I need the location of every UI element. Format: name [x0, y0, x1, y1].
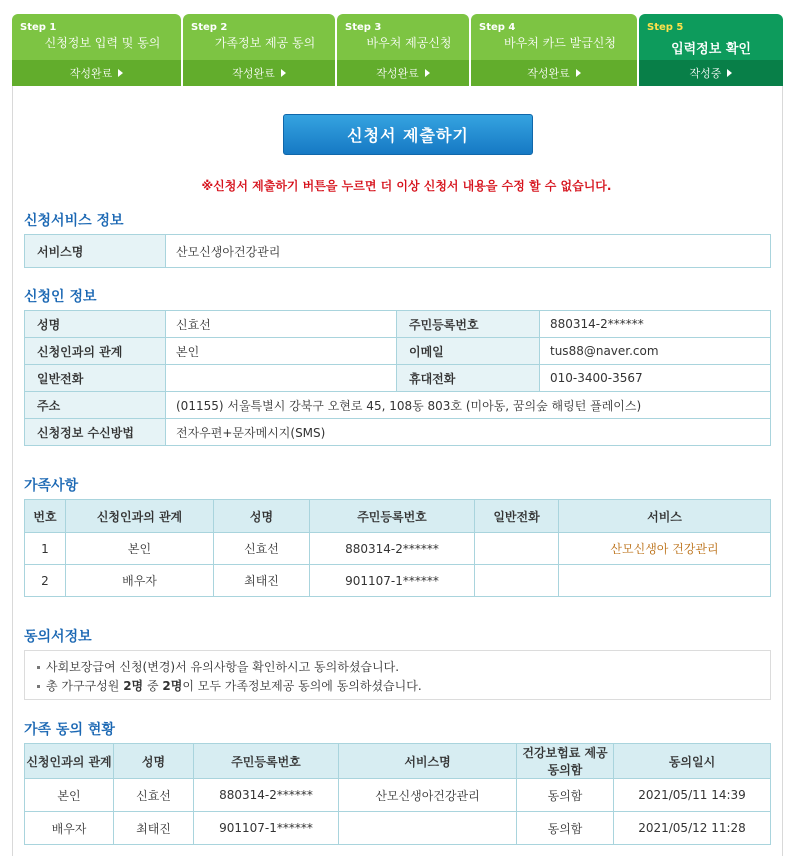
receive-method-label: 신청정보 수신방법: [25, 419, 166, 446]
step-5: [639, 14, 783, 86]
table-cell: 동의함: [517, 779, 614, 812]
arrow-right-icon: [118, 69, 123, 77]
phone-label: 일반전화: [25, 365, 166, 392]
step-status: 작성완료: [69, 67, 113, 80]
arrow-right-icon: [281, 69, 286, 77]
step-number: Step 4: [479, 22, 516, 33]
arrow-right-icon: [727, 69, 732, 77]
step-title: 바우처 제공신청: [366, 36, 452, 50]
content-panel: [12, 86, 783, 856]
step-status: 작성완료: [527, 67, 570, 80]
table-cell: [475, 565, 559, 597]
consent-line: [37, 658, 770, 675]
table-cell: [475, 533, 559, 565]
consent-agreed-count: 2명: [162, 679, 183, 693]
table-cell: 배우자: [25, 812, 114, 845]
table-row: [25, 812, 771, 845]
email-value: tus88@naver.com: [540, 338, 771, 365]
step-number: Step 3: [345, 22, 382, 33]
column-header: 주민등록번호: [194, 744, 339, 779]
step-1: [12, 14, 181, 86]
consent-line: [37, 677, 770, 694]
consent-box: [24, 650, 771, 700]
bullet-icon: [37, 685, 40, 688]
table-cell: 본인: [25, 779, 114, 812]
table-cell: 동의함: [517, 812, 614, 845]
table-cell: 901107-1******: [310, 565, 475, 597]
receive-method-value: 전자우편+문자메시지(SMS): [166, 419, 771, 446]
table-cell: 2021/05/11 14:39: [614, 779, 771, 812]
service-name-value: 산모신생아건강관리: [166, 235, 771, 268]
step-title: 입력정보 확인: [671, 42, 751, 57]
arrow-right-icon: [576, 69, 581, 77]
mobile-value: 010-3400-3567: [540, 365, 771, 392]
step-title: 신청정보 입력 및 동의: [44, 36, 161, 50]
step-4: [471, 14, 637, 86]
service-cell: [559, 565, 771, 597]
phone-value: [166, 365, 397, 392]
submit-warning-text: ※신청서 제출하기 버튼을 누르면 더 이상 신청서 내용을 수정 할 수 없습니다.: [201, 179, 612, 193]
address-value: (01155) 서울특별시 강북구 오현로 45, 108동 803호 (미아동, 꿈의숲 해링턴 플레이스): [166, 392, 771, 419]
table-cell: 최태진: [114, 812, 194, 845]
service-name-label: 서비스명: [25, 235, 166, 268]
step-title: 바우처 카드 발급신청: [504, 36, 616, 50]
table-row: [25, 533, 771, 565]
step-number: Step 2: [191, 22, 228, 33]
table-cell: 배우자: [66, 565, 214, 597]
family-table: [24, 499, 771, 597]
consent-text: 중: [143, 679, 163, 693]
applicant-section-title: 신청인 정보: [24, 289, 97, 305]
column-header: 건강보험료 제공 동의함: [517, 744, 614, 779]
service-section-title: 신청서비스 정보: [24, 213, 124, 229]
relation-value: 본인: [166, 338, 397, 365]
step-number: Step 1: [20, 22, 57, 33]
step-progress-bar: [12, 14, 783, 86]
consent-text: 사회보장급여 신청(변경)서 유의사항을 확인하시고 동의하셨습니다.: [46, 660, 400, 674]
consent-section-title: 동의서정보: [24, 629, 92, 645]
table-cell: 901107-1******: [194, 812, 339, 845]
table-cell: 1: [25, 533, 66, 565]
consent-total-count: 2명: [123, 679, 144, 693]
name-value: 신효선: [166, 311, 397, 338]
bullet-icon: [37, 666, 40, 669]
consent-text: 총 가구구성원: [46, 679, 124, 693]
family-consent-section-title: 가족 동의 현황: [24, 722, 115, 738]
family-section-title: 가족사항: [24, 478, 79, 494]
step-status: 작성완료: [376, 67, 419, 80]
table-cell: 최태진: [214, 565, 310, 597]
table-cell: 신효선: [114, 779, 194, 812]
step-title: 가족정보 제공 동의: [214, 36, 316, 50]
column-header: 신청인과의 관계: [66, 500, 214, 533]
submit-application-button[interactable]: 신청서 제출하기: [283, 114, 533, 155]
table-cell: [339, 812, 517, 845]
applicant-table: [24, 310, 771, 446]
consent-text: 이 모두 가족정보제공 동의에 동의하셨습니다.: [182, 679, 422, 693]
column-header: 주민등록번호: [310, 500, 475, 533]
service-cell: 산모신생아 건강관리: [559, 533, 771, 565]
step-number: Step 5: [647, 22, 684, 33]
step-3: [337, 14, 469, 86]
column-header: 신청인과의 관계: [25, 744, 114, 779]
rrn-value: 880314-2******: [540, 311, 771, 338]
column-header: 서비스명: [339, 744, 517, 779]
table-row: [25, 779, 771, 812]
table-cell: 880314-2******: [194, 779, 339, 812]
family-consent-table: [24, 743, 771, 845]
column-header: 성명: [214, 500, 310, 533]
arrow-right-icon: [425, 69, 430, 77]
name-label: 성명: [25, 311, 166, 338]
table-cell: 신효선: [214, 533, 310, 565]
relation-label: 신청인과의 관계: [25, 338, 166, 365]
table-cell: 880314-2******: [310, 533, 475, 565]
step-status: 작성중: [689, 67, 722, 80]
column-header: 동의일시: [614, 744, 771, 779]
column-header: 성명: [114, 744, 194, 779]
table-cell: 2: [25, 565, 66, 597]
step-status: 작성완료: [232, 67, 275, 80]
column-header: 서비스: [559, 500, 771, 533]
rrn-label: 주민등록번호: [397, 311, 540, 338]
step-2: [183, 14, 335, 86]
column-header: 일반전화: [475, 500, 559, 533]
table-cell: 본인: [66, 533, 214, 565]
address-label: 주소: [25, 392, 166, 419]
column-header: 번호: [25, 500, 66, 533]
table-row: [25, 565, 771, 597]
table-cell: 산모신생아건강관리: [339, 779, 517, 812]
mobile-label: 휴대전화: [397, 365, 540, 392]
email-label: 이메일: [397, 338, 540, 365]
service-table: [24, 234, 771, 268]
table-cell: 2021/05/12 11:28: [614, 812, 771, 845]
